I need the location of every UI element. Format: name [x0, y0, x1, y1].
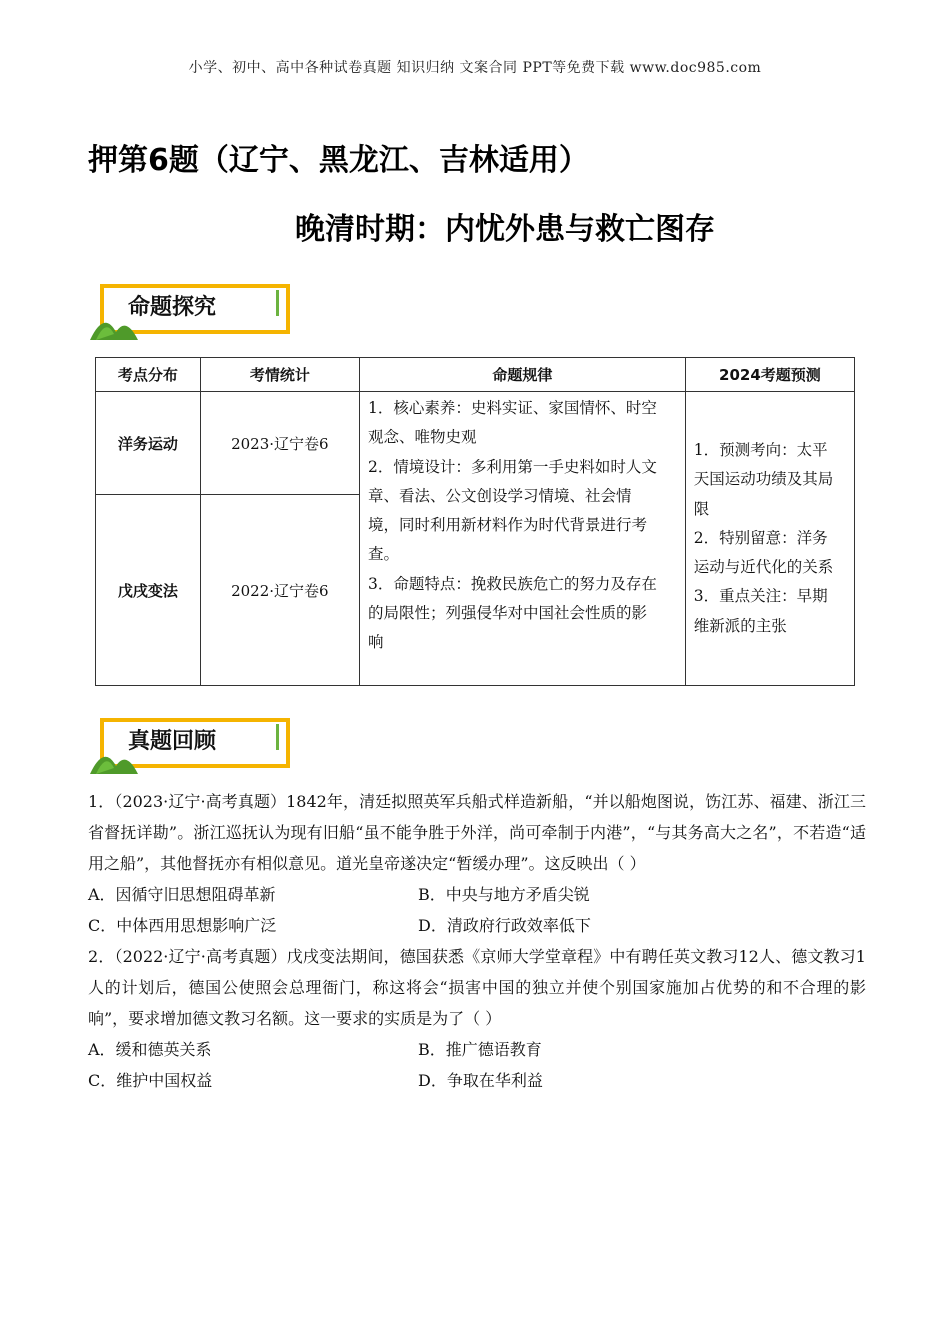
- question-item: [88, 786, 866, 941]
- badge-accent: [276, 724, 279, 750]
- rules-line: 2．情境设计：多利用第一手史料如时人文: [367, 457, 657, 476]
- stat-cell: 2023·辽宁卷6: [200, 392, 359, 495]
- topic-cell: 洋务运动: [96, 392, 201, 495]
- rules-line: 响: [367, 633, 384, 652]
- rules-line: 查。: [367, 545, 399, 564]
- option-b[interactable]: B．推广德语教育: [418, 1040, 542, 1059]
- predict-line: 运动与近代化的关系: [693, 558, 834, 577]
- rules-line: 境，同时利用新材料作为时代背景进行考: [367, 516, 647, 535]
- table-row: [96, 392, 855, 495]
- option-row: [88, 879, 866, 910]
- predict-line: 限: [693, 499, 710, 518]
- column-header: 命题规律: [359, 358, 685, 392]
- option-b[interactable]: B．中央与地方矛盾尖锐: [418, 885, 590, 904]
- page-subtitle: 晚清时期：内忧外患与救亡图存: [295, 212, 715, 247]
- predict-cell: [685, 392, 854, 686]
- exam-analysis-table: [95, 357, 855, 686]
- option-d[interactable]: D．争取在华利益: [418, 1071, 543, 1090]
- table-header-row: [96, 358, 855, 392]
- rules-line: 3．命题特点：挽救民族危亡的努力及存在: [367, 574, 657, 593]
- predict-line: 天国运动功绩及其局: [693, 470, 834, 489]
- option-a[interactable]: A．因循守旧思想阻碍革新: [88, 885, 276, 904]
- rules-line: 的局限性；列强侵华对中国社会性质的影: [367, 604, 647, 623]
- column-header: 考情统计: [200, 358, 359, 392]
- section-badge-analysis: [90, 278, 300, 348]
- rules-line: 观念、唯物史观: [367, 428, 477, 447]
- stat-cell: 2022·辽宁卷6: [200, 495, 359, 686]
- option-row: [88, 1034, 866, 1065]
- page-header: 小学、初中、高中各种试卷真题 知识归纳 文案合同 PPT等免费下载 www.doc985.com: [188, 60, 762, 76]
- option-row: [88, 1065, 866, 1096]
- column-header: 2024考题预测: [685, 358, 854, 392]
- page-title: 押第6题（辽宁、黑龙江、吉林适用）: [88, 143, 589, 178]
- section-badge-review: [90, 712, 300, 782]
- predict-line: 2．特别留意：洋务: [693, 528, 828, 547]
- rules-line: 1．核心素养：史料实证、家国情怀、时空: [367, 399, 657, 417]
- topic-cell: 戊戌变法: [96, 495, 201, 686]
- option-d[interactable]: D．清政府行政效率低下: [418, 916, 591, 935]
- option-row: [88, 910, 866, 941]
- question-stem: 1．（2023·辽宁·高考真题）1842年，清廷拟照英军兵船式样造新船，“并以船炮图说，饬江苏、福建、浙江三省督抚详勘”。浙江巡抚认为现有旧船“虽不能争胜于外洋，尚可牵制于内港”，“与其务高大之名”，不若造“适用之船”，其他督抚亦有相似意见。道光皇帝遂决定“暂缓办理”。这反映出（ ）: [88, 792, 866, 873]
- predict-line: 1．预测考向：太平: [693, 440, 828, 459]
- question-stem: 2．（2022·辽宁·高考真题）戊戌变法期间，德国获悉《京师大学堂章程》中有聘任英文教习12人、德文教习1人的计划后，德国公使照会总理衙门，称这将会“损害中国的独立并使个别国家施加占优势的和不合理的影响”，要求增加德文教习名额。这一要求的实质是为了（ ）: [88, 947, 866, 1028]
- rules-cell: [359, 392, 685, 686]
- badge-accent: [276, 290, 279, 316]
- question-list: [88, 786, 866, 1096]
- column-header: 考点分布: [96, 358, 201, 392]
- section-title-review: 真题回顾: [128, 729, 217, 754]
- question-item: [88, 941, 866, 1096]
- option-c[interactable]: C．中体西用思想影响广泛: [88, 916, 277, 935]
- rules-line: 章、看法、公文创设学习情境、社会情: [367, 486, 632, 505]
- section-title-analysis: 命题探究: [128, 295, 217, 320]
- predict-line: 维新派的主张: [693, 616, 787, 635]
- predict-line: 3．重点关注：早期: [693, 587, 828, 606]
- option-c[interactable]: C．维护中国权益: [88, 1071, 213, 1090]
- option-a[interactable]: A．缓和德英关系: [88, 1040, 212, 1059]
